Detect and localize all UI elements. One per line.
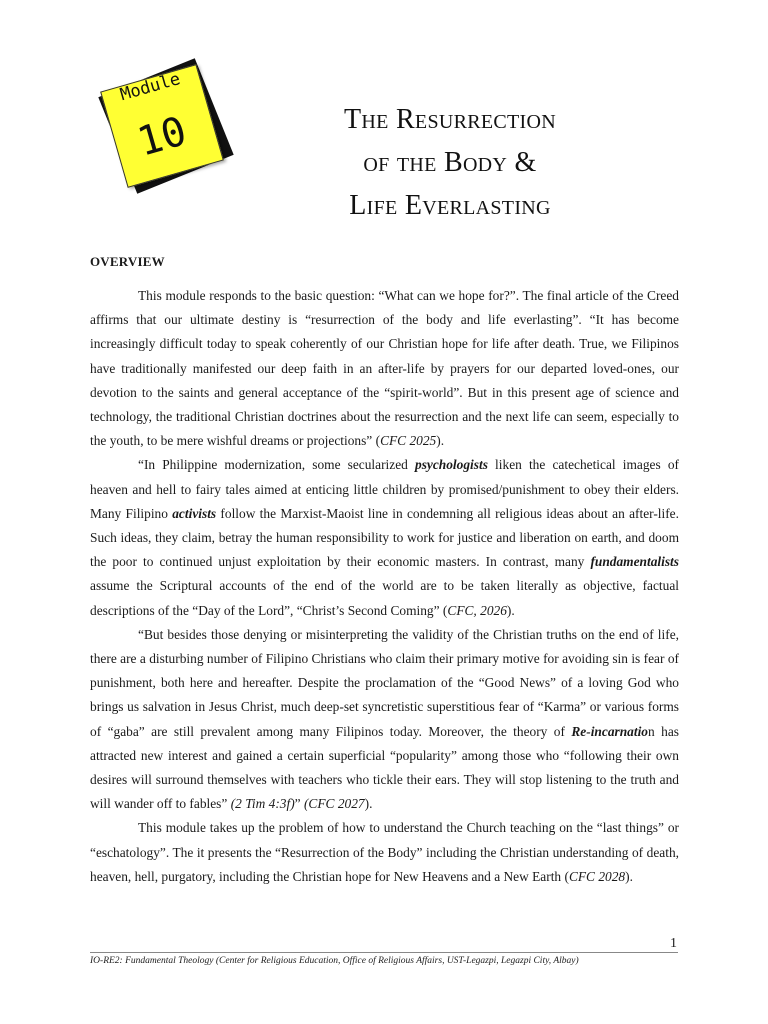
text-run: ). — [506, 602, 515, 618]
text-run: ). — [364, 796, 373, 812]
text-run: This module responds to the basic question: “What can we hope for?”. The final article of the Creed affirms that our ultimate destiny is “resurrection of the body and life everlasting”. “It has become increasingly difficult today to speak coherently of our Christian hope for life after death. True, we Filipinos have traditionally manifested our deep faith in an after-life by prayers for our departed loved-ones, our devotion to the saints and general acceptance of the “spirit-world”. But in this present age of science and technology, the traditional Christian doctrines about the resurrection and the next life can seem, especially to the youth, to be mere wishful dreams or projections” ( — [90, 288, 679, 449]
text-run: liken the catechetical images of heaven and hell to fairy tales aimed at enticing little children by promised/punishment to obey their elders. Many Filipino — [90, 457, 679, 521]
text-run: ). — [625, 868, 633, 884]
emphasis: psychologists — [415, 457, 488, 473]
page-footer: IO-RE2: Fundamental Theology (Center for Religious Education, Office of Religious Affairs, UST-Legazpi, Legazpi City, Albay) — [90, 956, 579, 966]
paragraph-1 — [90, 284, 679, 453]
citation: CFC, 2026 — [447, 602, 507, 618]
citation: CFC 2025 — [380, 433, 437, 449]
footer-divider — [90, 952, 678, 953]
module-badge — [100, 62, 240, 192]
page-number: 1 — [670, 936, 677, 951]
overview-heading: OVERVIEW — [90, 254, 165, 269]
overview-body — [90, 284, 679, 889]
text-run: n has attracted new interest and gained a certain superficial “popularity” among those who “following their own desires will surround themselves with teachers who tickle their ears. They will stop listening to the truth and will wander off to fables” — [90, 723, 679, 812]
text-run: This module takes up the problem of how to understand the Church teaching on the “last things” or “eschatology”. The it presents the “Resurrection of the Body” including the Christian understanding of death, heaven, hell, purgatory, including the Christian hope for New Heavens and a New Earth ( — [90, 820, 679, 884]
text-run: ). — [436, 433, 445, 449]
title-line-3: Life Everlasting — [349, 190, 551, 221]
text-run: “In Philippine modernization, some secularized — [138, 457, 415, 473]
emphasis: activists — [172, 505, 217, 521]
citation: CFC 2028 — [568, 868, 626, 884]
badge-module-word: Module — [118, 69, 183, 106]
emphasis: Re-incarnatio — [571, 723, 649, 739]
page-title — [300, 98, 600, 227]
title-line-2: of the Body & — [363, 147, 537, 178]
text-run: follow the Marxist-Maoist line in condemning all religious ideas about an after-life. Such ideas, they claim, betray the human responsibility to work for justice and liberation on earth, and doom the poor to continued unjust exploitation by their economic masters. In contrast, many — [90, 505, 679, 570]
title-line-1: The Resurrection — [343, 104, 557, 135]
text-run: ” — [294, 796, 304, 812]
text-run: “But besides those denying or misinterpreting the validity of the Christian truths on the end of life, there are a disturbing number of Filipino Christians who claim their primary motive for avoiding sin is fear of punishment, both here and hereafter. Despite the proclamation of the “Good News” of a loving God who brings us salvation in Jesus Christ, much deep-set syncretistic superstitious fear of “Karma” or various forms of “gaba” are still prevalent among many Filipinos today. Moreover, the theory of — [90, 626, 679, 739]
badge-module-number: 10 — [132, 108, 192, 166]
citation: (2 Tim 4:3f) — [230, 796, 295, 812]
paragraph-3 — [90, 623, 679, 817]
citation: (CFC 2027 — [303, 796, 365, 812]
text-run: assume the Scriptural accounts of the end of the world are to be taken literally as objective, factual descriptions of the “Day of the Lord”, “Christ’s Second Coming” ( — [90, 578, 679, 618]
paragraph-4 — [90, 816, 679, 889]
paragraph-2 — [90, 453, 679, 622]
emphasis: fundamentalists — [590, 554, 679, 570]
